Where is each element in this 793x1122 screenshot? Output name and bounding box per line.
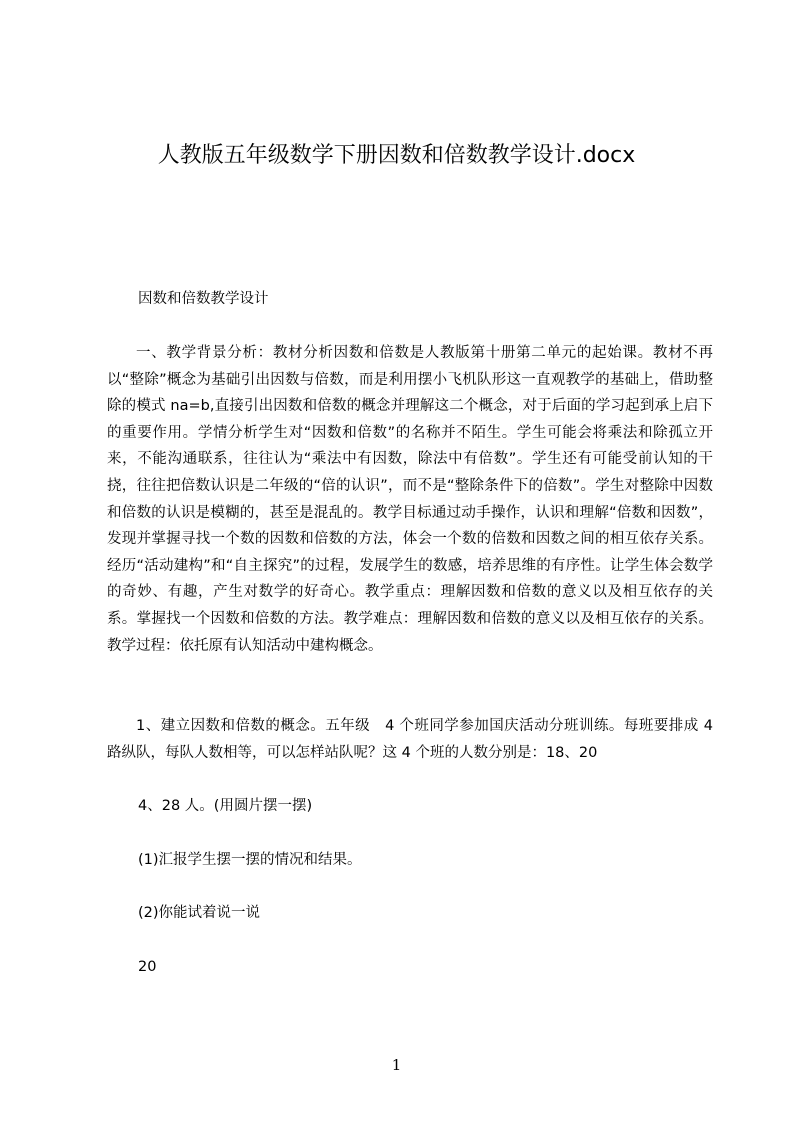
paragraph-concept-building: 1、建立因数和倍数的概念。五年级 4 个班同学参加国庆活动分班训练。每班要排成 4 路纵队，每队人数相等，可以怎样站队呢？这 4 个班的人数分别是：18、20 <box>107 718 713 761</box>
text-line-class-size: 4、28 人。(用圆片摆一摆) <box>138 798 313 814</box>
text-line-report: (1)汇报学生摆一摆的情况和结果。 <box>138 852 362 868</box>
paragraph-background-analysis: 一、教学背景分析：教材分析因数和倍数是人教版第十册第二单元的起始课。教材不再以“整除”概念为基础引出因数与倍数，而是利用摆小飞机队形这一直观教学的基础上，借助整除的模式 na=b,直接引出因数和倍数的概念并理解这二个概念，对于后面的学习起到承上启下的重要作用。学情分析学生对“因数和倍数”的名称并不陌生。学生可能会将乘法和除孤立开来，不能沟通联系，往往认为“乘法中有因数，除法中有倍数”。学生还有可能受前认知的干挠，往往把倍数认识是二年级的“倍的认识”，而不是“整除条件下的倍数”。学生对整除中因数和倍数的认识是模糊的，甚至是混乱的。教学目标通过动手操作，认识和理解“倍数和因数”，发现并掌握寻找一个数的因数和倍数的方法，体会一个数的倍数和因数之间的相互依存关系。经历“活动建构”和“自主探究”的过程，发展学生的数感，培养思维的有序性。让学生体会数学的奇妙、有趣，产生对数学的好奇心。教学重点：理解因数和倍数的意义以及相互依存的关系。掌握找一个因数和倍数的方法。教学难点：理解因数和倍数的意义以及相互依存的关系。教学过程：依托原有认知活动中建构概念。 <box>107 345 713 654</box>
page-number: 1 <box>391 1056 402 1074</box>
document-title: 人教版五年级数学下册因数和倍数教学设计.docx <box>157 143 636 168</box>
text-line-try-say: (2)你能试着说一说 <box>138 905 261 921</box>
text-line-number: 20 <box>138 959 157 975</box>
document-subtitle: 因数和倍数教学设计 <box>138 291 269 307</box>
